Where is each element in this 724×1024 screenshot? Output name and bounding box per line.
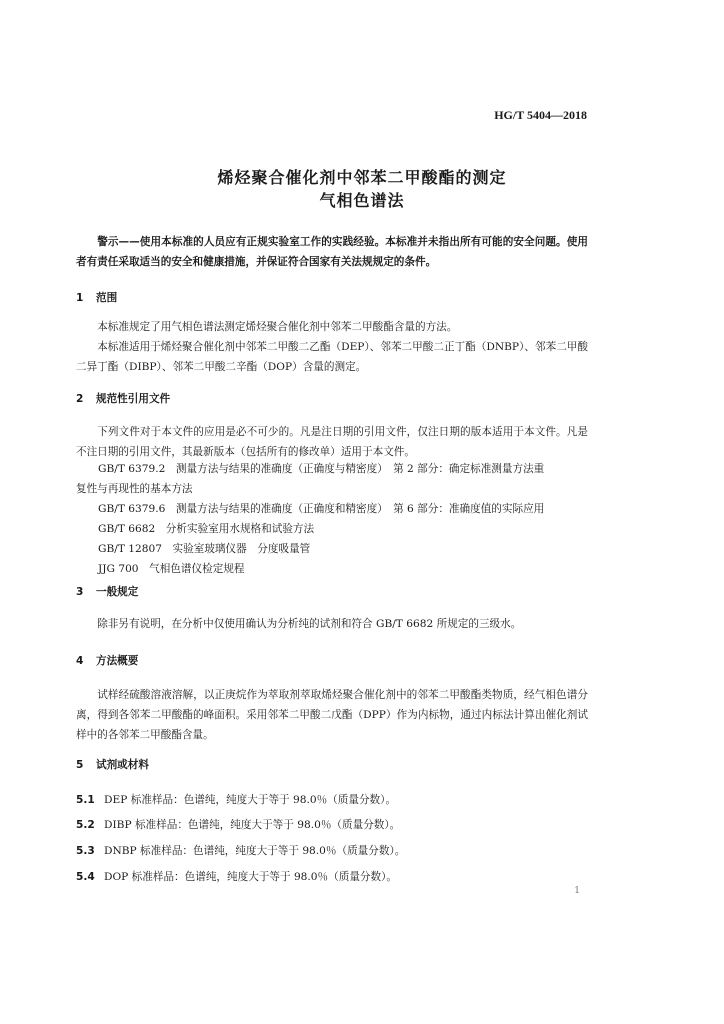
item-number: 5.3 — [76, 845, 95, 857]
item-text: DNBP 标准样品：色谱纯，纯度大于等于 98.0％（质量分数）。 — [104, 845, 406, 857]
list-item — [76, 869, 397, 884]
list-item — [76, 792, 396, 807]
item-number: 5.2 — [76, 819, 95, 831]
list-item — [76, 843, 405, 858]
item-number: 5.1 — [76, 794, 95, 806]
section-number: 2 — [76, 393, 84, 405]
paragraph: 下列文件对于本文件的应用是必不可少的。凡是注日期的引用文件，仅注日期的版本适用于本文件。凡是不注日期的引用文件，其最新版本（包括所有的修改单）适用于本文件。 — [76, 426, 588, 458]
reference-item: JJG 700 气相色谱仪检定规程 — [98, 563, 245, 575]
reference-item-continued: 复性与再现性的基本方法 — [76, 483, 193, 495]
section-title: 范围 — [96, 292, 118, 304]
document-subtitle: 气相色谱法 — [319, 191, 405, 210]
document-title: 烯烃聚合催化剂中邻苯二甲酸酯的测定 — [217, 168, 507, 187]
section-heading-5 — [76, 757, 149, 772]
section-number: 5 — [76, 759, 84, 771]
section-number: 4 — [76, 655, 84, 667]
section-title: 试剂或材料 — [96, 759, 149, 771]
paragraph: 本标准适用于烯烃聚合催化剂中邻苯二甲酸二乙酯（DEP）、邻苯二甲酸二正丁酯（DNBP）、邻苯二甲酸二异丁酯（DIBP）、邻苯二甲酸二辛酯（DOP）含量的测定。 — [76, 341, 588, 373]
reference-item: GB/T 6379.2 测量方法与结果的准确度（正确度与精密度） 第 2 部分：确定标准测量方法重 — [98, 463, 545, 475]
section-heading-2 — [76, 391, 170, 406]
paragraph: 试样经硫酸溶液溶解，以正庚烷作为萃取剂萃取烯烃聚合催化剂中的邻苯二甲酸酯类物质，经气相色谱分离，得到各邻苯二甲酸酯的峰面积。采用邻苯二甲酸二戊酯（DPP）作为内标物，通过内标法计算出催化剂试样中的各邻苯二甲酸酯含量。 — [76, 689, 588, 741]
reference-item: GB/T 12807 实验室玻璃仪器 分度吸量管 — [98, 543, 311, 555]
standard-code: HG/T 5404—2018 — [494, 108, 587, 122]
warning-notice: 警示——使用本标准的人员应有正规实验室工作的实践经验。本标准并未指出所有可能的安全问题。使用者有责任采取适当的安全和健康措施，并保证符合国家有关法规规定的条件。 — [76, 236, 588, 268]
section-title: 规范性引用文件 — [96, 393, 171, 405]
section-heading-1 — [76, 290, 117, 305]
list-item — [76, 817, 400, 832]
page-number: 1 — [574, 886, 580, 896]
reference-item: GB/T 6379.6 测量方法与结果的准确度（正确度和精密度） 第 6 部分：准确度值的实际应用 — [98, 503, 545, 515]
paragraph: 除非另有说明，在分析中仅使用确认为分析纯的试剂和符合 GB/T 6682 所规定的三级水。 — [97, 618, 522, 630]
item-text: DOP 标准样品：色谱纯，纯度大于等于 98.0％（质量分数）。 — [104, 871, 397, 883]
item-text: DEP 标准样品：色谱纯，纯度大于等于 98.0％（质量分数）。 — [104, 794, 397, 806]
section-heading-4 — [76, 653, 138, 668]
section-title: 方法概要 — [96, 655, 139, 667]
section-title: 一般规定 — [96, 586, 139, 598]
section-heading-3 — [76, 584, 138, 599]
item-number: 5.4 — [76, 871, 95, 883]
reference-item: GB/T 6682 分析实验室用水规格和试验方法 — [98, 523, 315, 535]
paragraph: 本标准规定了用气相色谱法测定烯烃聚合催化剂中邻苯二甲酸酯含量的方法。 — [97, 321, 458, 333]
section-number: 3 — [76, 586, 84, 598]
item-text: DIBP 标准样品：色谱纯，纯度大于等于 98.0％（质量分数）。 — [104, 819, 401, 831]
section-number: 1 — [76, 292, 84, 304]
